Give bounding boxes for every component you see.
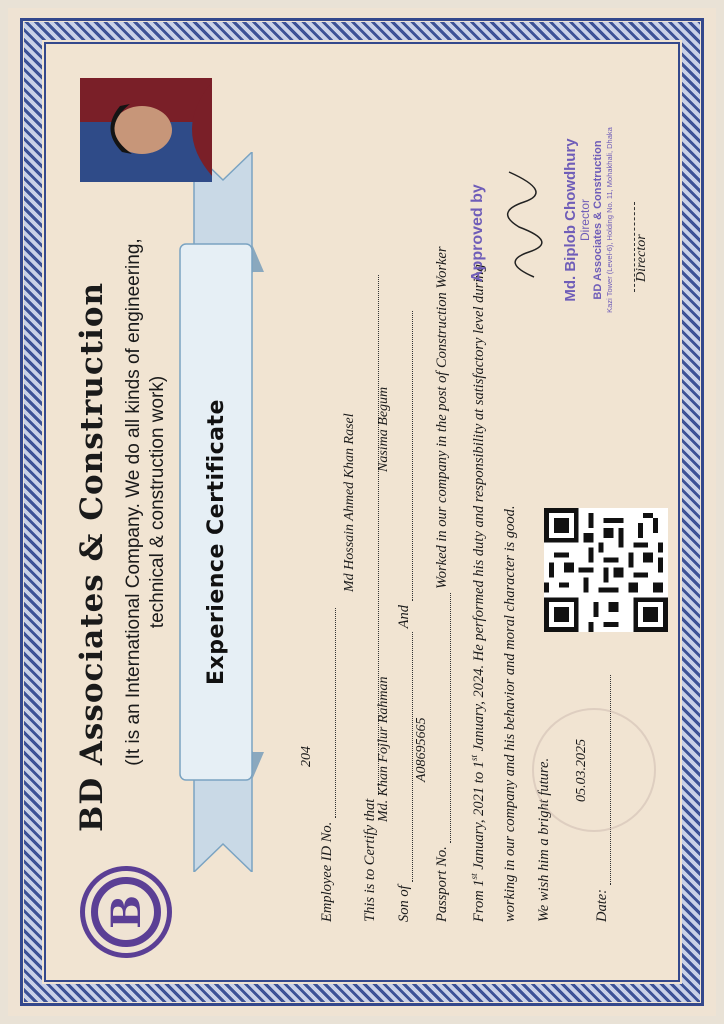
father-name-value: Md. Khan Fojlur Rahman (376, 676, 391, 822)
signer-block (562, 100, 615, 340)
tagline-line-1: (It is an International Company. We do all kinds of engineering, (123, 238, 144, 766)
tagline-line-2: technical & construction work) (147, 375, 168, 629)
certificate-content (44, 42, 680, 982)
passport-value: A08695665 (414, 717, 429, 782)
director-label: Director (634, 234, 649, 282)
period-line-2: working in our company and his behavior and moral character is good. (502, 505, 518, 922)
employee-name-value: Md Hossain Ahmed Khan Rasel (342, 413, 357, 592)
certify-label: This is to Certify that (362, 798, 378, 922)
seal-watermark (532, 708, 656, 832)
passport-label: Passport No. (434, 846, 450, 922)
employee-id-value: 204 (299, 746, 314, 767)
son-of-label: Son of (396, 885, 412, 922)
worked-text: Worked in our company in the post of Construction Worker (434, 246, 450, 589)
employee-photo (80, 78, 212, 182)
passport-row (434, 247, 451, 922)
company-logo-icon (76, 862, 176, 962)
person-photo-icon (80, 78, 212, 182)
mother-name-value: Nasima Begum (376, 386, 391, 472)
approved-by-text: Approved by (469, 184, 486, 282)
signer-address: Kazi Tower (Level-6), Holding No. 11, Mohakhali, Dhaka (605, 127, 614, 313)
signer-company: BD Associates & Construction (592, 140, 604, 300)
signature-scribble (489, 162, 549, 282)
and-label: And (396, 604, 412, 629)
certify-row (362, 275, 379, 922)
employee-id-row (319, 608, 336, 922)
parents-row (396, 311, 413, 922)
qr-code-icon (544, 508, 668, 632)
company-name: BD Associates & Construction (74, 281, 110, 832)
period-line-1: From 1st January, 2021 to 1st January, 2024. He performed his duty and responsibility at satisfactory level during (469, 264, 487, 922)
certificate-title: Experience Certificate (204, 399, 229, 685)
signer-name: Md. Biplob Chowdhury (562, 138, 579, 302)
date-value: 05.03.2025 (574, 739, 589, 802)
company-tagline (122, 222, 170, 782)
wish-text: We wish him a bright future. (536, 757, 552, 922)
date-label: Date: (594, 888, 610, 922)
signer-title: Director (578, 199, 592, 242)
svg-text:B: B (103, 895, 150, 929)
employee-id-label: Employee ID No. (319, 821, 335, 922)
